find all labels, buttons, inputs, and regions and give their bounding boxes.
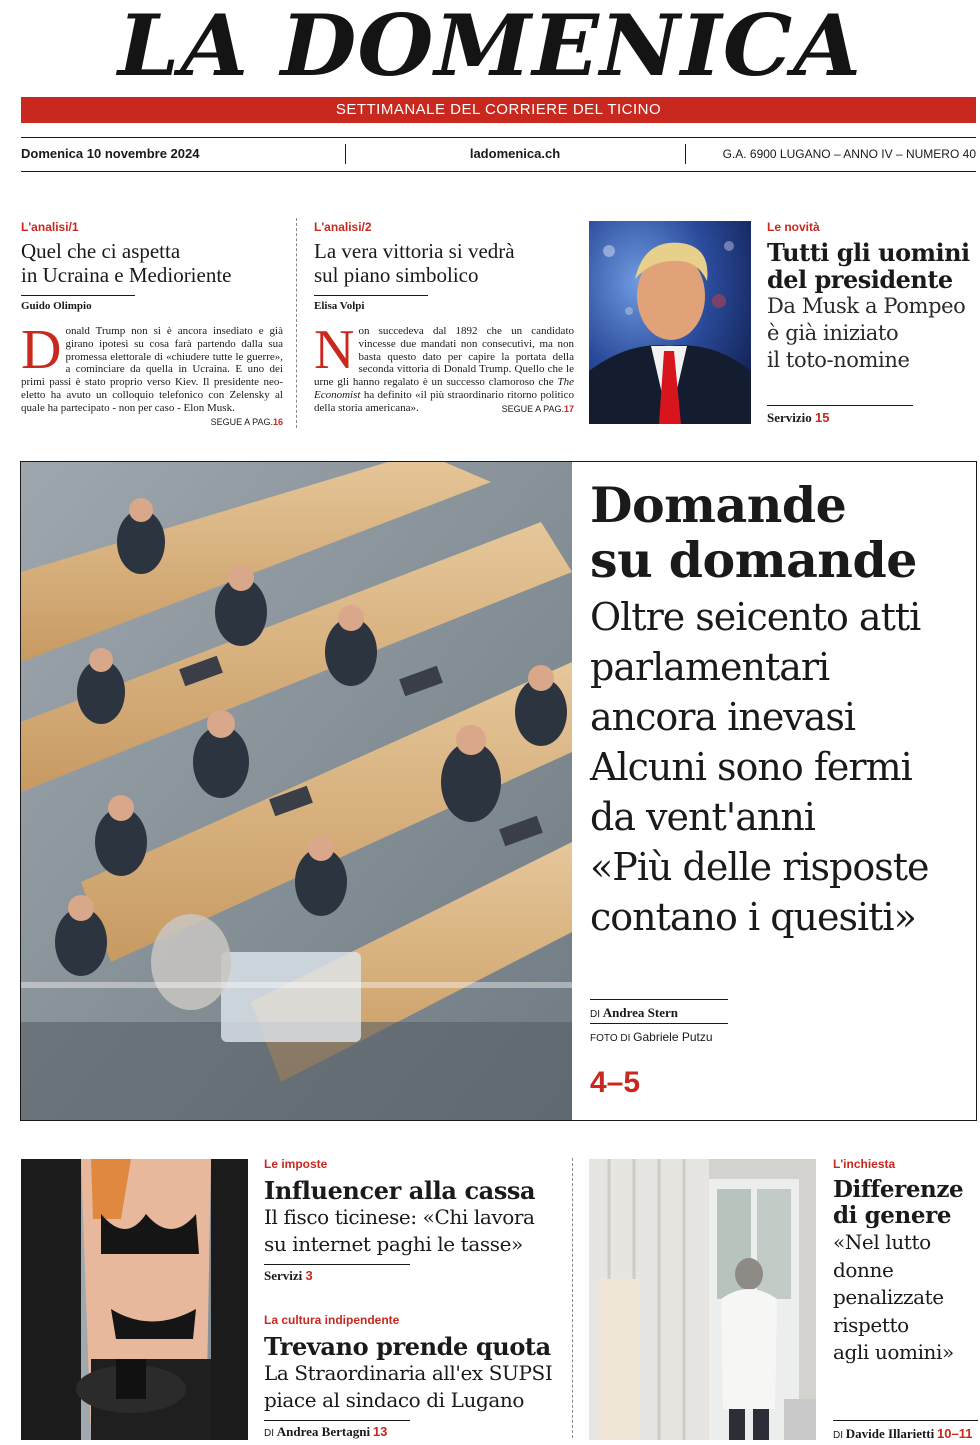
ref-page: 13 <box>372 1424 388 1439</box>
novita-rule <box>767 405 913 406</box>
cultura-sub-line: piace al sindaco di Lugano <box>264 1388 525 1412</box>
inchiesta-kicker: L'inchiesta <box>833 1157 896 1171</box>
column-separator <box>572 1158 573 1438</box>
edition-info: G.A. 6900 LUGANO – ANNO IV – NUMERO 40 <box>722 147 976 161</box>
credit-prefix: DI <box>833 1430 843 1441</box>
credit-prefix: DI <box>264 1428 274 1439</box>
imposte-article[interactable] <box>264 1157 564 1284</box>
cultura-subheadline <box>264 1360 564 1414</box>
masthead-band <box>21 97 976 123</box>
inchiesta-author-credit[interactable] <box>833 1426 972 1442</box>
main-byline-rule <box>590 1023 728 1024</box>
main-sub-line: Alcuni sono fermi <box>590 745 912 789</box>
analysis-1-author: Guido Olimpio <box>21 300 92 312</box>
imposte-rule <box>264 1264 410 1265</box>
main-sub-line: Oltre seicento atti <box>590 595 921 639</box>
cultura-sub-line: La Straordinaria all'ex SUPSI <box>264 1361 553 1385</box>
analysis-1-dropcap: D <box>21 319 62 381</box>
imposte-kicker: Le imposte <box>264 1157 328 1171</box>
analysis-2-body <box>314 319 574 415</box>
analysis-2-headline-line: sul piano simbolico <box>314 263 479 287</box>
ref-label: Servizio <box>767 410 812 425</box>
analysis-2-article[interactable] <box>314 220 574 416</box>
main-author: Andrea Stern <box>602 1005 679 1020</box>
analysis-2-headline-line: La vera vittoria si vedrà <box>314 239 515 263</box>
main-sub-line: da vent'anni <box>590 795 815 839</box>
analysis-1-continue[interactable] <box>211 416 283 429</box>
inchiesta-subheadline <box>833 1229 978 1367</box>
ref-page: 10–11 <box>937 1426 973 1441</box>
novita-sub-line: Da Musk a Pompeo <box>767 294 966 318</box>
imposte-headline[interactable]: Influencer alla cassa <box>264 1176 536 1205</box>
inchiesta-headline-line: Differenze <box>833 1176 964 1203</box>
main-sub-line: contano i quesiti» <box>590 895 916 939</box>
issue-date: Domenica 10 novembre 2024 <box>21 146 200 161</box>
analysis-2-rule <box>314 295 428 296</box>
cultura-author: Andrea Bertagni <box>276 1424 371 1439</box>
main-title-line: su domande <box>590 531 917 589</box>
cultura-author-credit[interactable] <box>264 1424 564 1440</box>
inchiesta-headline-line: di genere <box>833 1202 952 1229</box>
ref-label: Servizi <box>264 1268 303 1283</box>
inchiesta-article[interactable] <box>833 1157 978 1367</box>
novita-headline-line: Tutti gli uomini <box>767 238 970 267</box>
dateline-top-rule <box>21 137 976 138</box>
analysis-2-kicker: L'analisi/2 <box>314 220 372 234</box>
novita-sub-line: il toto-nomine <box>767 348 910 372</box>
analysis-2-italic: The Economist <box>314 376 574 401</box>
inchiesta-photo[interactable] <box>589 1159 816 1440</box>
imposte-sub-line: Il fisco ticinese: «Chi lavora <box>264 1205 535 1229</box>
masthead-title: LA DOMENICA <box>117 0 863 95</box>
inchiesta-sub-line: penalizzate <box>833 1285 944 1309</box>
novita-sub-line: è già iniziato <box>767 321 899 345</box>
analysis-1-headline-line: in Ucraina e Medioriente <box>21 263 232 287</box>
novita-page-ref[interactable] <box>767 410 975 426</box>
analysis-1-body <box>21 319 283 427</box>
analysis-1-rule <box>21 295 135 296</box>
novita-headline-line: del presidente <box>767 265 953 294</box>
inchiesta-sub-line: donne <box>833 1257 894 1282</box>
inchiesta-rule <box>833 1420 978 1421</box>
analysis-1-article[interactable] <box>21 220 283 428</box>
credit-prefix: DI <box>590 1009 600 1020</box>
analysis-2-text: ha definito «il più straordinario ritorno politico della storia americana». <box>314 388 574 414</box>
inchiesta-sub-line: agli uomini» <box>833 1340 954 1364</box>
main-byline-rule <box>590 999 728 1000</box>
credit-prefix: FOTO DI <box>590 1033 631 1044</box>
novita-article[interactable] <box>767 220 975 426</box>
cultura-headline[interactable]: Trevano prende quota <box>264 1332 551 1361</box>
imposte-page-ref[interactable] <box>264 1268 564 1284</box>
analysis-2-author: Elisa Volpi <box>314 300 365 312</box>
inchiesta-author: Davide Illarietti <box>845 1426 935 1441</box>
analysis-2-dropcap: N <box>314 319 355 381</box>
president-photo[interactable] <box>589 221 751 424</box>
main-page-ref[interactable]: 4–5 <box>590 1066 641 1099</box>
ref-page: 3 <box>305 1268 313 1283</box>
analysis-2-continue[interactable] <box>502 403 574 416</box>
main-title-line: Domande <box>590 476 847 534</box>
main-sub-line: ancora inevasi <box>590 695 856 739</box>
analysis-2-headline[interactable] <box>314 239 574 287</box>
analysis-1-text: onald Trump non si è ancora insediato e già girano ipotesi su cosa farà partendo dalla sua promessa elettorale di «chiudere tutte le guerre», a cominciare da quella in Ucraina. E uno dei primi passi è stato proprio verso Kiev. Il presidente neo-eletto ha avuto un colloquio telefonico con Zelensky al quale ha partecipato - non per caso - Elon Musk. <box>21 325 283 414</box>
main-sub-line: «Più delle risposte <box>590 845 929 889</box>
ref-page: 15 <box>815 410 830 425</box>
main-author-credit <box>590 1005 678 1021</box>
analysis-1-kicker: L'analisi/1 <box>21 220 79 234</box>
continue-page: 16 <box>272 416 283 427</box>
main-photographer: Gabriele Putzu <box>633 1030 713 1044</box>
analysis-1-headline-line: Quel che ci aspetta <box>21 239 181 263</box>
analysis-1-headline[interactable] <box>21 239 283 287</box>
novita-kicker: Le novità <box>767 220 820 234</box>
continue-label: SEGUE A PAG. <box>210 416 273 427</box>
cultura-rule <box>264 1420 410 1421</box>
cultura-kicker: La cultura indipendente <box>264 1313 400 1327</box>
masthead-tagline: SETTIMANALE DEL CORRIERE DEL TICINO <box>335 101 662 118</box>
imposte-sub-line: su internet paghi le tasse» <box>264 1232 523 1256</box>
parliament-photo[interactable] <box>21 462 572 1120</box>
analysis-2-text: on succedeva dal 1892 che un candidato vincesse due mandati non consecutivi, ma non basta questo dato per capire la portata della seconda vittoria di Donald Trump. Quello che le urne gli hanno regalato è un successo clamoroso che <box>314 325 574 389</box>
main-sub-line: parlamentari <box>590 645 830 689</box>
main-story-title[interactable] <box>590 478 970 588</box>
inchiesta-sub-line: «Nel lutto <box>833 1230 931 1254</box>
influencer-photo[interactable] <box>21 1159 248 1440</box>
continue-label: SEGUE A PAG. <box>501 403 564 414</box>
inchiesta-headline[interactable] <box>833 1177 978 1229</box>
main-story-subtitle <box>590 592 975 942</box>
dateline-bottom-rule <box>21 171 976 172</box>
inchiesta-sub-line: rispetto <box>833 1312 909 1337</box>
imposte-subheadline <box>264 1204 564 1258</box>
novita-headline[interactable] <box>767 239 975 293</box>
cultura-article[interactable] <box>264 1313 564 1440</box>
continue-page: 17 <box>563 403 574 414</box>
main-photo-credit <box>590 1030 713 1044</box>
column-separator <box>296 218 297 428</box>
novita-subheadline <box>767 293 975 374</box>
website-link[interactable]: ladomenica.ch <box>469 146 561 161</box>
